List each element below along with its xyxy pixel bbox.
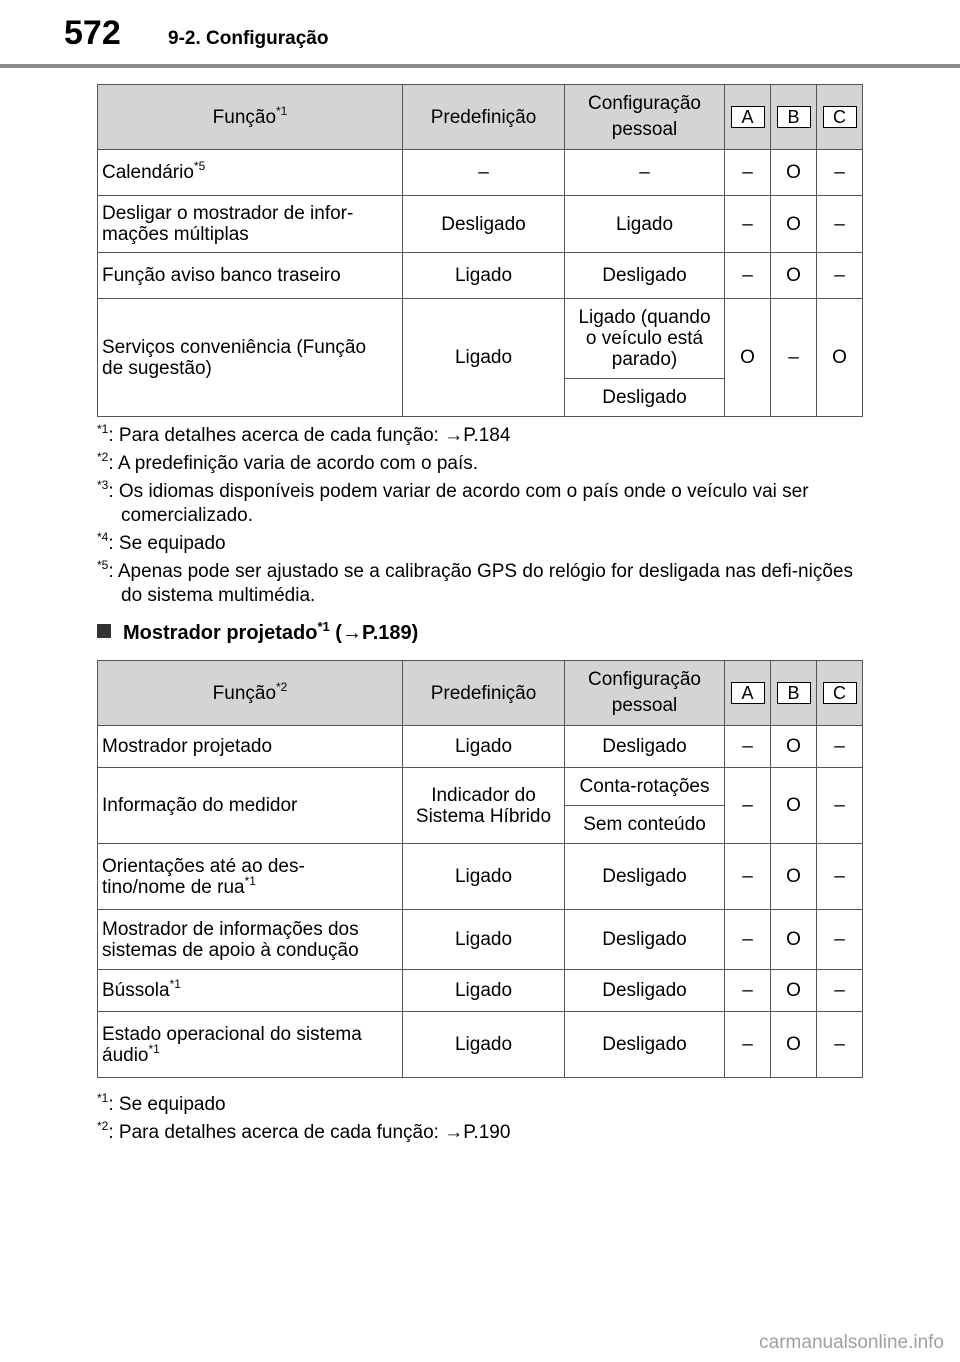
- header-col-b: B: [771, 85, 817, 150]
- footnote: $^{*2}$: A predefinição varia de acordo com o país.: [97, 450, 479, 474]
- header-predefinicao: Predefinição: [403, 661, 565, 726]
- table-row: Serviços conveniência (Função de sugestão) Ligado Ligado (quando o veículo está parado) O – O: [98, 299, 863, 379]
- footnote: $^{*5}$: Apenas pode ser ajustado se a calibração GPS do relógio for desligada nas defi-nições do sistema multimédia.: [97, 558, 853, 606]
- table-row: Calendário$^{*5}$ – – – O –: [98, 150, 863, 196]
- header-config-pessoal: Configuração pessoal: [565, 85, 725, 150]
- footnotes-1: [97, 424, 867, 612]
- footnote: $^{*4}$: Se equipado: [97, 530, 226, 554]
- subheading-mostrador-projetado: Mostrador projetado$^{*1}$ (→P.189): [97, 622, 418, 645]
- watermark: carmanualsonline.info: [759, 1332, 944, 1353]
- header-divider: [0, 64, 960, 68]
- table-row: Bússola$^{*1}$ Ligado Desligado – O –: [98, 970, 863, 1012]
- table-row: Sem conteúdo: [98, 806, 863, 844]
- table-row: Desligado: [98, 379, 863, 417]
- table-header-row: [98, 85, 863, 150]
- page-number: 572: [64, 14, 121, 52]
- footnote: $^{*3}$: Os idiomas disponíveis podem variar de acordo com o país onde o veículo vai ser comercializado.: [97, 478, 809, 526]
- table-row: Função aviso banco traseiro Ligado Desligado – O –: [98, 253, 863, 299]
- table-row: Informação do medidor Indicador do Sistema Híbrido Conta-rotações – O –: [98, 768, 863, 806]
- footnote: $^{*2}$: Para detalhes acerca de cada função: →P.190: [97, 1119, 511, 1143]
- footnote: $^{*1}$: Para detalhes acerca de cada função: →P.184: [97, 422, 511, 446]
- header-col-a: A: [725, 85, 771, 150]
- table-row: Orientações até ao des- tino/nome de rua$^{*1}$ Ligado Desligado – O –: [98, 844, 863, 910]
- header-col-b: B: [771, 661, 817, 726]
- footnotes-2: [97, 1093, 867, 1149]
- header-funcao: Função$^{*2}$: [98, 661, 403, 726]
- header-col-a: A: [725, 661, 771, 726]
- header-config-pessoal: Configuração pessoal: [565, 661, 725, 726]
- header-predefinicao: Predefinição: [403, 85, 565, 150]
- header-col-c: C: [817, 661, 863, 726]
- table-row: Mostrador de informações dos sistemas de apoio à condução Ligado Desligado – O –: [98, 910, 863, 970]
- square-bullet-icon: [97, 624, 111, 638]
- table-row: Desligar o mostrador de infor- mações múltiplas Desligado Ligado – O –: [98, 196, 863, 253]
- table-row: Mostrador projetado Ligado Desligado – O –: [98, 726, 863, 768]
- header-funcao: Função$^{*1}$: [98, 85, 403, 150]
- page-header: [0, 0, 960, 68]
- table-row: Estado operacional do sistema áudio$^{*1}$ Ligado Desligado – O –: [98, 1012, 863, 1078]
- settings-table-1: [97, 84, 863, 417]
- header-col-c: C: [817, 85, 863, 150]
- settings-table-2: [97, 660, 863, 1078]
- footnote: $^{*1}$: Se equipado: [97, 1091, 226, 1115]
- section-title: 9-2. Configuração: [168, 28, 329, 49]
- table-header-row: [98, 661, 863, 726]
